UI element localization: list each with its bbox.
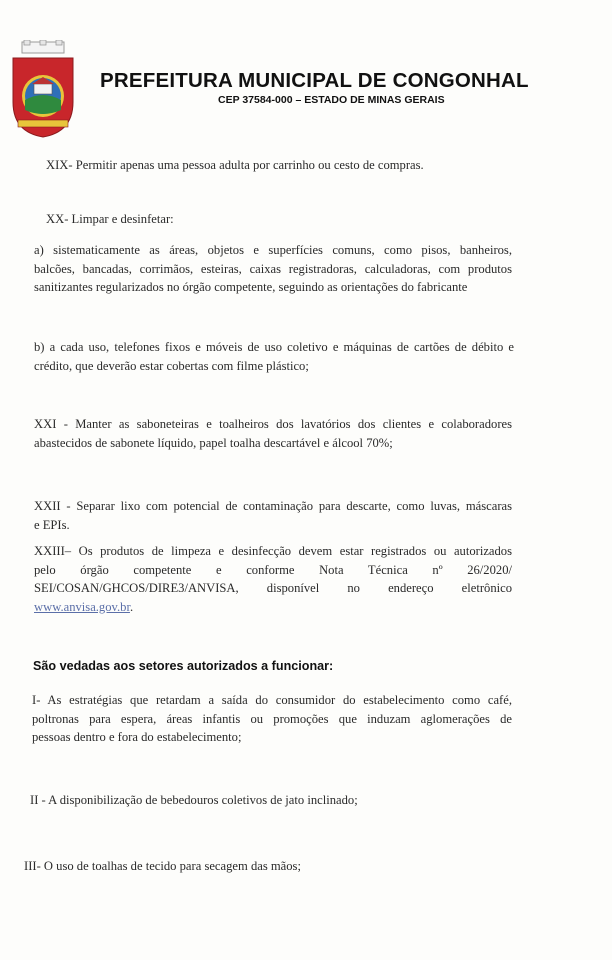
item-xxiii-line-1: XXIII– Os produtos de limpeza e desinfecção devem estar registrados ou autorizados <box>34 544 512 558</box>
item-xxi <box>34 415 512 452</box>
item-xxiii <box>34 542 512 616</box>
item-xx-b-line-2: crédito, que deverão estar cobertas com filme plástico; <box>34 358 309 373</box>
vedadas-item-i-line-3: pessoas dentro e fora do estabelecimento; <box>32 730 242 744</box>
item-xxi-line-1: XXI - Manter as saboneteiras e toalheiros dos lavatórios dos clientes e colaboradores <box>34 417 512 431</box>
item-xx-b-line-1: b) a cada uso, telefones fixos e móveis de uso coletivo e máquinas de cartões de débito e <box>34 340 514 354</box>
municipal-crest-icon <box>10 40 76 138</box>
item-xxiii-end: . <box>129 599 134 614</box>
anvisa-link[interactable]: www.anvisa.gov.br <box>34 599 130 614</box>
vedadas-item-iii: III- O uso de toalhas de tecido para secagem das mãos; <box>24 859 301 873</box>
item-xx-a-line-1: a) sistematicamente as áreas, objetos e superfícies comuns, como pisos, banheiros, <box>34 243 512 257</box>
item-xxiii-line-4 <box>34 598 512 617</box>
item-xxi-line-2: abastecidos de sabonete líquido, papel toalha descartável e álcool 70%; <box>34 435 393 450</box>
item-xx-a-line-3: sanitizantes regularizados no órgão competente, seguindo as orientações do fabricante <box>34 280 468 294</box>
item-xxii <box>34 497 512 534</box>
item-xx-b <box>34 338 514 375</box>
page-subtitle: CEP 37584-000 – ESTADO DE MINAS GERAIS <box>218 94 445 106</box>
item-xx-a <box>34 241 512 297</box>
item-xx: XX- Limpar e desinfetar: <box>46 212 174 226</box>
item-xxii-line-2: e EPIs. <box>34 517 70 532</box>
item-xx-a-line-2: balcões, bancadas, corrimãos, esteiras, caixas registradoras, calculadoras, com produtos <box>34 261 512 276</box>
vedadas-item-i-line-1: I- As estratégias que retardam a saída do consumidor do estabelecimento como café, <box>32 693 512 707</box>
item-xxiii-line-3: SEI/COSAN/GHCOS/DIRE3/ANVISA, disponível no endereço eletrônico <box>34 581 512 595</box>
item-xix: XIX- Permitir apenas uma pessoa adulta por carrinho ou cesto de compras. <box>46 158 424 172</box>
item-xxiii-line-2: pelo órgão competente e conforme Nota Técnica nº 26/2020/ <box>34 562 512 577</box>
vedadas-item-i-line-2: poltronas para espera, áreas infantis ou promoções que induzam aglomerações de <box>32 711 512 726</box>
item-xxii-line-1: XXII - Separar lixo com potencial de contaminação para descarte, como luvas, máscaras <box>34 499 512 513</box>
vedadas-item-ii: II - A disponibilização de bebedouros coletivos de jato inclinado; <box>30 793 358 807</box>
vedadas-heading: São vedadas aos setores autorizados a funcionar: <box>33 659 334 673</box>
vedadas-item-i <box>32 691 512 747</box>
page-title: PREFEITURA MUNICIPAL DE CONGONHAL <box>100 69 529 92</box>
